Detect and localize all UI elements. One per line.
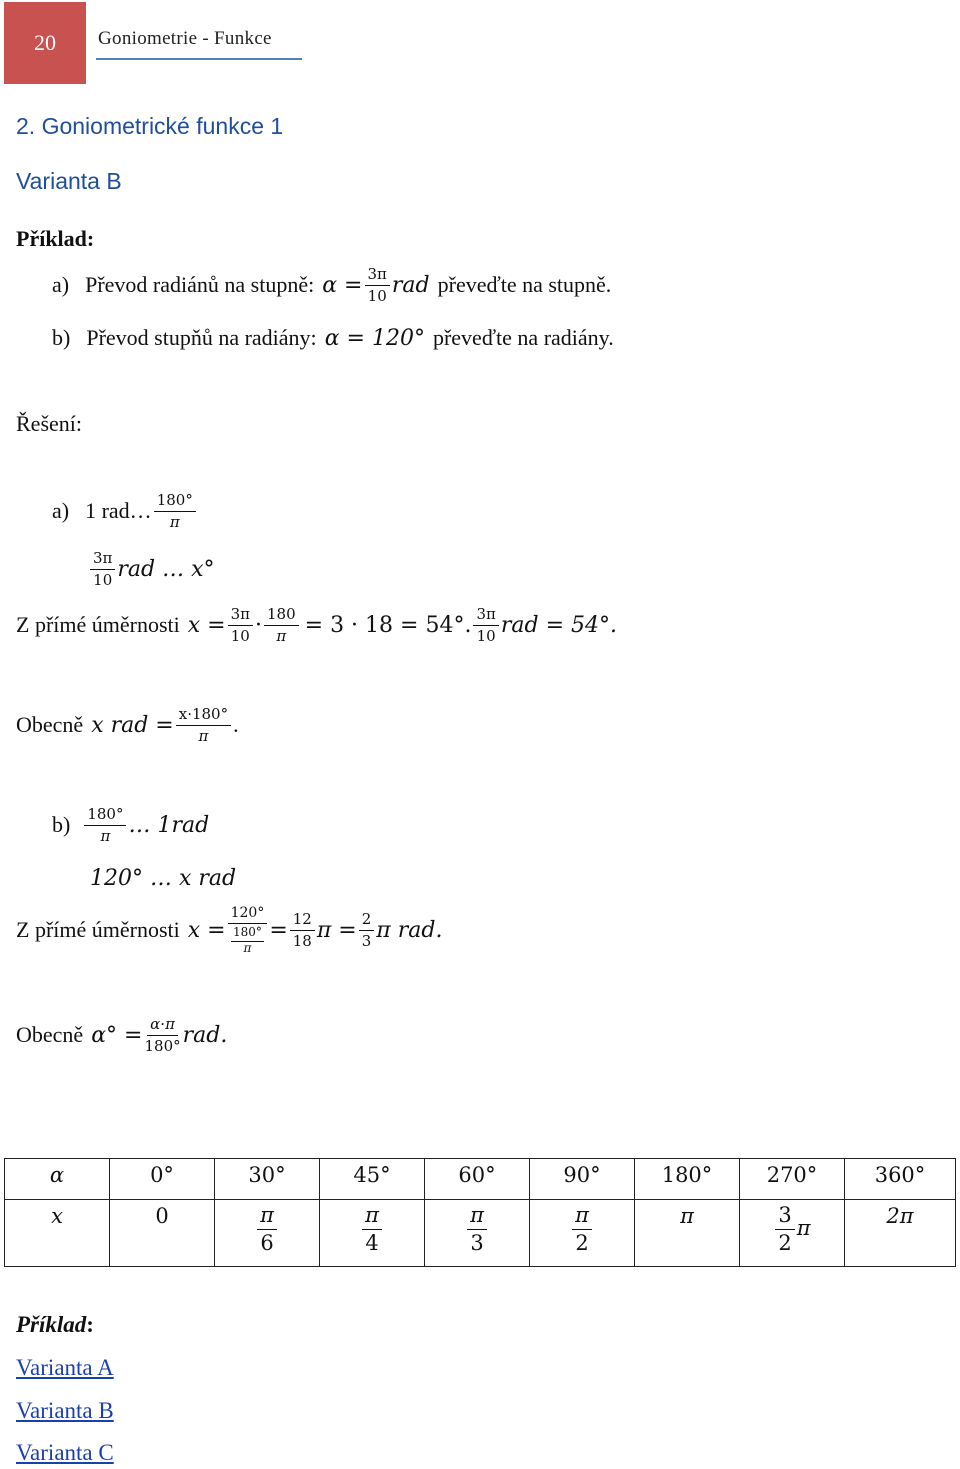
table-frac-num: π bbox=[362, 1204, 382, 1230]
sol-a-general-den: π bbox=[198, 726, 209, 745]
table-frac-num: π bbox=[572, 1204, 592, 1230]
table-frac-num: π bbox=[257, 1204, 277, 1230]
sol-b-frac2-num: 2 bbox=[359, 911, 375, 931]
table-cell: π bbox=[635, 1200, 740, 1267]
sol-a-general-frac bbox=[176, 706, 231, 744]
table-cell: 2π bbox=[845, 1200, 956, 1267]
table-cell: 45° bbox=[320, 1159, 425, 1200]
sol-a-line1 bbox=[52, 492, 198, 530]
sol-a-frac2-num: 180 bbox=[264, 606, 299, 626]
sol-a-frac2-den: π bbox=[276, 626, 287, 645]
sol-b-complex-sub-num: 180° bbox=[231, 926, 264, 941]
sol-b-general bbox=[16, 1016, 227, 1054]
sol-a-frac1 bbox=[228, 606, 253, 644]
sol-b-general-frac bbox=[144, 1016, 180, 1054]
sol-a-prop-text: Z přímé úměrnosti bbox=[16, 612, 180, 637]
footer-example bbox=[16, 1312, 94, 1338]
sol-a-line2-num: 3π bbox=[90, 550, 115, 570]
sol-b-line1-num: 180° bbox=[84, 806, 126, 826]
sol-b-pi1: π = bbox=[316, 917, 357, 943]
sol-b-line1-frac bbox=[84, 806, 126, 844]
link-variant-c[interactable]: Varianta C bbox=[16, 1440, 114, 1465]
table-frac-num: π bbox=[467, 1204, 487, 1230]
table-cell bbox=[740, 1200, 845, 1267]
sol-b-frac-den: 18 bbox=[292, 931, 312, 950]
sol-b-prefix: b) bbox=[52, 812, 71, 837]
sol-b-prop-text: Z přímé úměrnosti bbox=[16, 917, 180, 943]
running-title-underline bbox=[96, 58, 302, 60]
sol-b-prop-lhs: x = bbox=[187, 917, 226, 943]
table-cell: 360° bbox=[845, 1159, 956, 1200]
variant-title: Varianta B bbox=[16, 168, 122, 194]
table-row-radians bbox=[5, 1200, 956, 1267]
task-a-lhs: α = bbox=[322, 272, 363, 298]
sol-a-prop-lhs: x = bbox=[187, 612, 226, 638]
task-a-frac-den: 10 bbox=[367, 286, 387, 305]
sol-b-frac2-den: 3 bbox=[361, 931, 372, 950]
sol-a-line1-den: π bbox=[169, 512, 180, 531]
table-row-degrees bbox=[5, 1159, 956, 1200]
conversion-table bbox=[4, 1158, 956, 1267]
table-frac-num: 3 bbox=[775, 1204, 794, 1230]
task-a-text: Převod radiánů na stupně: bbox=[85, 272, 315, 297]
sol-b-frac-2-3 bbox=[359, 911, 375, 949]
sol-a-line1-text: 1 rad… bbox=[85, 498, 152, 523]
sol-b-complex-num: 120° bbox=[228, 906, 268, 924]
sol-b-complex-den bbox=[231, 924, 264, 954]
task-b bbox=[52, 325, 614, 351]
sol-b-general-end: rad. bbox=[182, 1022, 228, 1048]
task-a-fraction bbox=[365, 266, 390, 304]
sol-b-line2: 120° … x rad bbox=[90, 866, 237, 891]
table-cell: 270° bbox=[740, 1159, 845, 1200]
sol-b-proportion bbox=[16, 906, 442, 955]
table-frac-den: 6 bbox=[260, 1231, 274, 1256]
task-b-suffix: převeďte na radiány. bbox=[432, 325, 614, 350]
task-a-suffix: převeďte na stupně. bbox=[437, 272, 612, 297]
footer-example-label: Příklad bbox=[16, 1312, 87, 1337]
sol-a-frac1-num: 3π bbox=[228, 606, 253, 626]
table-frac-den: 2 bbox=[778, 1231, 792, 1256]
sol-a-prop-end: rad = 54°. bbox=[500, 612, 617, 638]
table-cell: α bbox=[5, 1159, 110, 1200]
sol-b-general-num: α·π bbox=[147, 1016, 178, 1036]
table-frac bbox=[572, 1204, 592, 1255]
sol-a-frac3-num: 3π bbox=[473, 606, 498, 626]
sol-b-complex-sub-den: π bbox=[243, 940, 252, 955]
table-cell: 180° bbox=[635, 1159, 740, 1200]
section-title: 2. Goniometrické funkce 1 bbox=[16, 113, 284, 139]
sol-a-frac1-den: 10 bbox=[230, 626, 250, 645]
page-number: 20 bbox=[34, 30, 56, 55]
sol-a-prefix: a) bbox=[52, 498, 70, 523]
table-cell bbox=[320, 1200, 425, 1267]
footer-example-colon: : bbox=[86, 1312, 94, 1337]
sol-a-general bbox=[16, 706, 239, 744]
table-cell: 0° bbox=[110, 1159, 215, 1200]
table-frac-den: 4 bbox=[365, 1231, 379, 1256]
sol-a-line2-tail: rad … x° bbox=[117, 556, 215, 582]
sol-b-end: π rad. bbox=[376, 917, 443, 943]
sol-a-general-text: Obecně bbox=[16, 712, 84, 737]
sol-a-general-lhs: x rad = bbox=[91, 712, 174, 738]
sol-b-complex-frac bbox=[228, 906, 268, 955]
task-b-expr: α = 120° bbox=[324, 325, 425, 351]
sol-b-line1-den: π bbox=[100, 826, 111, 845]
page-number-box bbox=[4, 2, 86, 84]
sol-a-line2-den: 10 bbox=[93, 570, 113, 589]
sol-a-line2-frac bbox=[90, 550, 115, 588]
sol-b-frac-num: 12 bbox=[290, 911, 315, 931]
task-b-text: Převod stupňů na radiány: bbox=[86, 325, 317, 350]
sol-b-general-lhs: α° = bbox=[91, 1022, 143, 1048]
sol-b-general-text: Obecně bbox=[16, 1022, 84, 1047]
running-title: Goniometrie - Funkce bbox=[98, 28, 272, 49]
task-b-prefix: b) bbox=[52, 325, 71, 350]
sol-a-proportion bbox=[16, 606, 617, 644]
sol-a-line1-num: 180° bbox=[154, 492, 196, 512]
task-a bbox=[52, 266, 611, 304]
example-label: Příklad: bbox=[16, 226, 95, 251]
link-variant-b[interactable]: Varianta B bbox=[16, 1398, 114, 1423]
table-frac-den: 2 bbox=[575, 1231, 589, 1256]
table-pi: π bbox=[796, 1216, 811, 1241]
table-cell: 60° bbox=[425, 1159, 530, 1200]
sol-a-line2 bbox=[88, 550, 215, 588]
table-frac bbox=[257, 1204, 277, 1255]
table-frac bbox=[775, 1204, 794, 1255]
sol-b-line1 bbox=[52, 806, 209, 844]
sol-a-frac3 bbox=[473, 606, 498, 644]
table-frac-den: 3 bbox=[470, 1231, 484, 1256]
task-a-prefix: a) bbox=[52, 272, 70, 297]
table-cell bbox=[530, 1200, 635, 1267]
sol-a-general-num: x·180° bbox=[176, 706, 231, 726]
sol-b-line1-tail: … 1rad bbox=[128, 812, 210, 838]
link-variant-a[interactable]: Varianta A bbox=[16, 1355, 114, 1380]
table-cell: 30° bbox=[215, 1159, 320, 1200]
sol-a-dot: · bbox=[255, 612, 262, 638]
sol-b-frac-12-18 bbox=[290, 911, 315, 949]
sol-b-eq1: = bbox=[269, 917, 288, 943]
task-a-unit: rad bbox=[391, 272, 430, 298]
task-a-frac-num: 3π bbox=[365, 266, 390, 286]
table-frac bbox=[467, 1204, 487, 1255]
sol-a-frac3-den: 10 bbox=[476, 626, 496, 645]
sol-a-prop-mid: = 3 · 18 = 54°. bbox=[304, 612, 472, 638]
sol-b-general-den: 180° bbox=[144, 1036, 181, 1055]
solution-label: Řešení: bbox=[16, 411, 82, 436]
sol-a-frac2 bbox=[264, 606, 299, 644]
sol-a-line1-frac bbox=[154, 492, 196, 530]
sol-a-general-end: . bbox=[233, 712, 239, 737]
table-cell: 90° bbox=[530, 1159, 635, 1200]
table-cell: x bbox=[5, 1200, 110, 1267]
table-cell: 0 bbox=[110, 1200, 215, 1267]
table-cell bbox=[215, 1200, 320, 1267]
table-cell bbox=[425, 1200, 530, 1267]
table-frac bbox=[362, 1204, 382, 1255]
